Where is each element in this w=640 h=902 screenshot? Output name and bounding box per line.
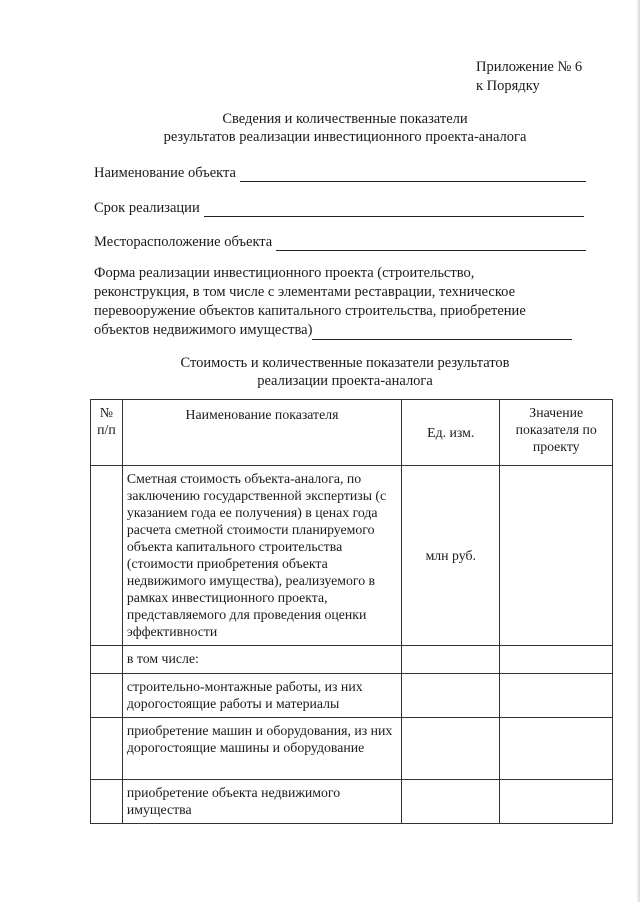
row-value xyxy=(500,780,613,824)
header-unit: Ед. изм. xyxy=(402,400,500,466)
subtitle-line-1: Стоимость и количественные показатели результатов xyxy=(180,355,510,371)
object-name-label: Наименование объекта xyxy=(94,165,236,181)
table-row xyxy=(91,674,613,718)
row-unit xyxy=(402,674,500,718)
table-row xyxy=(91,646,613,674)
row-unit xyxy=(402,646,500,674)
subtitle-line-2: реализации проекта-аналога xyxy=(257,373,433,389)
table-header-row xyxy=(91,400,613,466)
row-num xyxy=(91,718,123,780)
row-value xyxy=(500,466,613,646)
header-num: № п/п xyxy=(91,400,123,466)
row-num xyxy=(91,646,123,674)
title-line-1: Сведения и количественные показатели xyxy=(222,111,468,127)
appendix-order: к Порядку xyxy=(476,78,540,94)
header-name: Наименование показателя xyxy=(122,400,401,466)
title-line-2: результатов реализации инвестиционного проекта-аналога xyxy=(163,129,527,145)
table-title xyxy=(60,354,630,390)
row-num xyxy=(91,674,123,718)
table-row xyxy=(91,780,613,824)
row-name: приобретение машин и оборудования, из них дорогостоящие машины и оборудование xyxy=(122,718,401,780)
location-label: Месторасположение объекта xyxy=(94,234,273,250)
object-name-blank xyxy=(240,167,586,182)
table-row xyxy=(91,718,613,780)
row-name: Сметная стоимость объекта-аналога, по заключению государственной экспертизы (с указанием года ее получения) в ценах года расчета сметной стоимости планируемого объекта капитального строительства (стоимости приобретения объекта недвижимого имущества), реализуемого в рамках инвестиционного проекта, представляемого для проведения оценки эффективности xyxy=(122,466,401,646)
row-value xyxy=(500,646,613,674)
term-field xyxy=(94,199,584,217)
object-name-field xyxy=(94,164,586,182)
table-row xyxy=(91,466,613,646)
header-value: Значение показателя по проекту xyxy=(500,400,613,466)
row-unit xyxy=(402,718,500,780)
term-label: Срок реализации xyxy=(94,200,200,216)
row-num xyxy=(91,466,123,646)
row-value xyxy=(500,718,613,780)
form-line-3: перевооружение объектов капитального строительства, приобретение xyxy=(94,303,526,319)
row-unit xyxy=(402,780,500,824)
row-name: в том числе: xyxy=(122,646,401,674)
row-name: строительно-монтажные работы, из них дорогостоящие работы и материалы xyxy=(122,674,401,718)
form-blank xyxy=(312,325,572,340)
page-edge-shadow xyxy=(636,0,640,902)
form-line-4: объектов недвижимого имущества) xyxy=(94,322,313,338)
row-name: приобретение объекта недвижимого имущества xyxy=(122,780,401,824)
form-line-1: Форма реализации инвестиционного проекта (строительство, xyxy=(94,265,475,281)
appendix-reference xyxy=(476,58,582,96)
row-value xyxy=(500,674,613,718)
term-blank xyxy=(204,202,584,217)
document-title xyxy=(60,110,630,146)
indicators-table xyxy=(90,399,613,824)
location-blank xyxy=(276,236,586,251)
appendix-number: Приложение № 6 xyxy=(476,59,583,75)
project-form-field xyxy=(94,264,614,340)
row-unit: млн руб. xyxy=(402,466,500,646)
form-line-2: реконструкция, в том числе с элементами реставрации, техническое xyxy=(94,284,516,300)
row-num xyxy=(91,780,123,824)
location-field xyxy=(94,233,586,251)
